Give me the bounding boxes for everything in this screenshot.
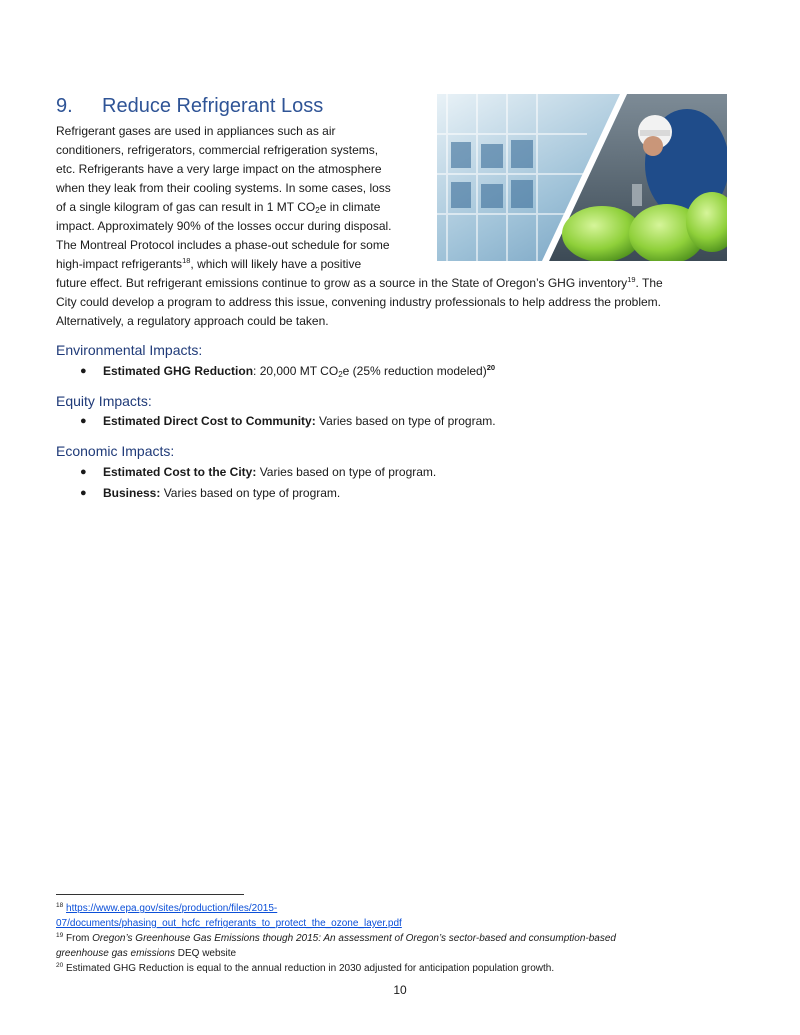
- subscript: 2: [315, 206, 320, 215]
- footnote-20: [56, 961, 746, 976]
- list-item: [80, 411, 496, 432]
- body-text-span: e in climate: [319, 200, 381, 214]
- list-item: [80, 361, 495, 382]
- equity-impacts-heading: Equity Impacts:: [56, 393, 152, 409]
- body-text-span: high-impact refrigerants: [56, 257, 183, 271]
- footnote-italic-text: Oregon’s Greenhouse Gas Emissions though 2015: An assessment of Oregon’s sector-based and consumption-based: [92, 933, 616, 944]
- list-item: [80, 483, 436, 504]
- footnote-19-cont: [56, 946, 746, 961]
- environmental-impacts-list: [80, 361, 495, 382]
- footnote-italic-text: greenhouse gas emissions: [56, 948, 175, 959]
- footnote-separator: [56, 894, 244, 895]
- item-text: Varies based on type of program.: [160, 486, 341, 500]
- body-line: [56, 274, 728, 293]
- economic-impacts-heading: Economic Impacts:: [56, 443, 175, 459]
- bullet-icon: ●: [80, 487, 87, 499]
- body-line: The Montreal Protocol includes a phase-out schedule for some: [56, 238, 390, 252]
- body-text-span: future effect. But refrigerant emissions continue to grow as a source in the State of Oregon’s GHG inventory: [56, 276, 628, 290]
- equity-impacts-list: [80, 411, 496, 432]
- item-text: e (25% reduction modeled): [342, 364, 487, 378]
- body-text-span: . The: [635, 276, 663, 290]
- bullet-icon: ●: [80, 415, 87, 427]
- footnote-ref-19[interactable]: 19: [627, 275, 636, 284]
- body-line: Refrigerant gases are used in appliances such as air: [56, 124, 336, 138]
- body-text-span: , which will likely have a positive: [190, 257, 362, 271]
- item-text: : 20,000 MT CO: [253, 364, 339, 378]
- item-label: Estimated GHG Reduction: [103, 364, 254, 378]
- body-line: etc. Refrigerants have a very large impact on the atmosphere: [56, 162, 382, 176]
- body-line: when they leak from their cooling systems. In some cases, loss: [56, 181, 391, 195]
- footnote-text: From: [63, 933, 93, 944]
- body-line: impact. Approximately 90% of the losses occur during disposal.: [56, 219, 392, 233]
- body-text-span: of a single kilogram of gas can result in 1 MT CO: [56, 200, 316, 214]
- footnote-text: Estimated GHG Reduction is equal to the annual reduction in 2030 adjusted for anticipation population growth.: [63, 963, 555, 974]
- footnote-number: 19: [56, 932, 64, 939]
- footnote-18: [56, 901, 746, 916]
- bullet-icon: ●: [80, 365, 87, 377]
- economic-impacts-list: [80, 462, 436, 504]
- item-text: Varies based on type of program.: [315, 414, 496, 428]
- footnote-ref-20[interactable]: 20: [486, 363, 496, 372]
- footnote-18-link[interactable]: https://www.epa.gov/sites/production/files/2015-: [66, 903, 278, 914]
- body-line: Alternatively, a regulatory approach could be taken.: [56, 314, 329, 328]
- bullet-icon: ●: [80, 466, 87, 478]
- subscript: 2: [338, 370, 343, 379]
- item-label: Estimated Direct Cost to Community:: [103, 414, 316, 428]
- footnote-number: 18: [56, 902, 64, 909]
- item-text: Varies based on type of program.: [256, 465, 437, 479]
- body-line: conditioners, refrigerators, commercial refrigeration systems,: [56, 143, 379, 157]
- item-label: Estimated Cost to the City:: [103, 465, 257, 479]
- footnote-19: [56, 931, 746, 946]
- item-label: Business:: [103, 486, 161, 500]
- section-number: 9.: [56, 95, 73, 117]
- body-line: [56, 255, 728, 274]
- footnote-18-cont: [56, 916, 746, 931]
- body-line: City could develop a program to address this issue, convening industry professionals to help address the problem.: [56, 295, 661, 309]
- footnote-18-link-cont[interactable]: 07/documents/phasing_out_hcfc_refrigerants_to_protect_the_ozone_layer.pdf: [56, 918, 402, 929]
- body-line: [56, 198, 728, 217]
- footnote-text: DEQ website: [174, 948, 237, 959]
- footnote-ref-18[interactable]: 18: [182, 256, 191, 265]
- footnote-number: 20: [56, 962, 64, 969]
- footnotes: [56, 901, 746, 976]
- list-item: [80, 462, 436, 483]
- environmental-impacts-heading: Environmental Impacts:: [56, 342, 203, 358]
- page-number: 10: [393, 983, 407, 997]
- section-heading: [56, 95, 323, 118]
- body-paragraph: [56, 122, 728, 331]
- section-title: Reduce Refrigerant Loss: [102, 95, 324, 117]
